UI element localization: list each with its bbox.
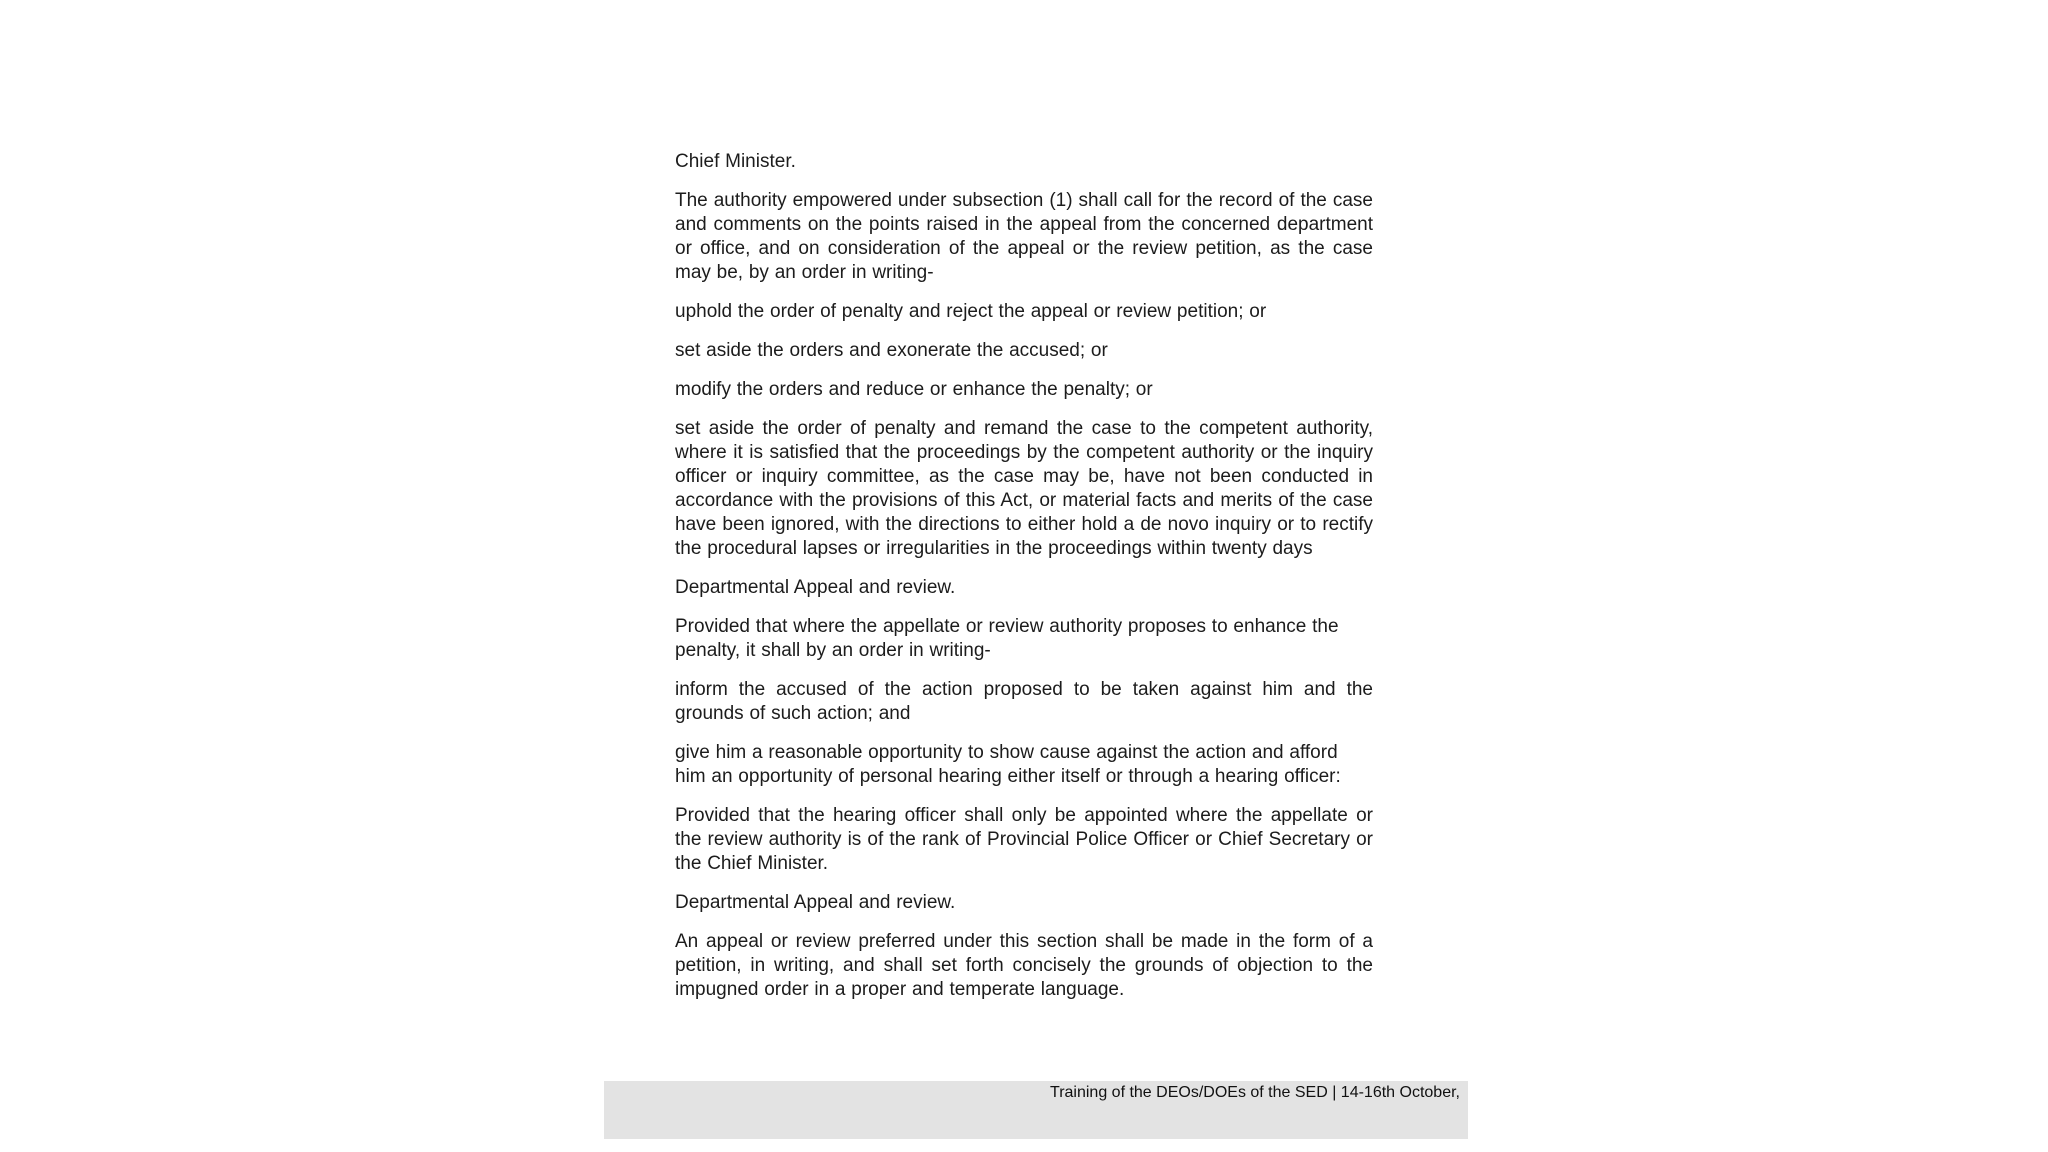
section-heading-appeal-review: Departmental Appeal and review. [675,577,956,598]
footer-text: Training of the DEOs/DOEs of the SED | 14-16th October, [1050,1084,1460,1101]
section-heading-appeal-review-2: Departmental Appeal and review. [675,892,956,913]
paragraph-modify-orders: modify the orders and reduce or enhance the penalty; or [675,379,1153,400]
paragraph-uphold-order: uphold the order of penalty and reject the appeal or review petition; or [675,301,1267,322]
paragraph-remand-case: set aside the order of penalty and remand the case to the competent authority, where it is satisfied that the proceedings by the competent authority or the inquiry officer or inquiry committee, as the case may be, have not been conducted in accordance with the provisions of this Act, or material facts and merits of the case have been ignored, with the directions to either hold a de novo inquiry or to rectify the procedural lapses or irregularities in the proceedings within twenty days [675,418,1373,559]
paragraph-authority-record: The authority empowered under subsection (1) shall call for the record of the case and comments on the points raised in the appeal from the concerned department or office, and on consideration of the appeal or the review petition, as the case may be, by an order in writing- [675,190,1373,283]
paragraph-show-cause: give him a reasonable opportunity to show cause against the action and afford him an opportunity of personal hearing either itself or through a hearing officer: [675,742,1341,787]
paragraph-petition-form: An appeal or review preferred under this section shall be made in the form of a petition, in writing, and shall set forth concisely the grounds of objection to the impugned order in a proper and temperate language. [675,931,1373,1000]
page-footer [604,1081,1468,1139]
paragraph-inform-accused: inform the accused of the action proposed to be taken against him and the grounds of such action; and [675,679,1373,724]
paragraph-provided-enhance: Provided that where the appellate or review authority proposes to enhance the penalty, it shall by an order in writing- [675,616,1339,661]
document-body [675,150,1373,1017]
paragraph-hearing-officer: Provided that the hearing officer shall only be appointed where the appellate or the review authority is of the rank of Provincial Police Officer or Chief Secretary or the Chief Minister. [675,805,1373,874]
paragraph-chief-minister: Chief Minister. [675,151,796,172]
paragraph-set-aside-exonerate: set aside the orders and exonerate the accused; or [675,340,1108,361]
